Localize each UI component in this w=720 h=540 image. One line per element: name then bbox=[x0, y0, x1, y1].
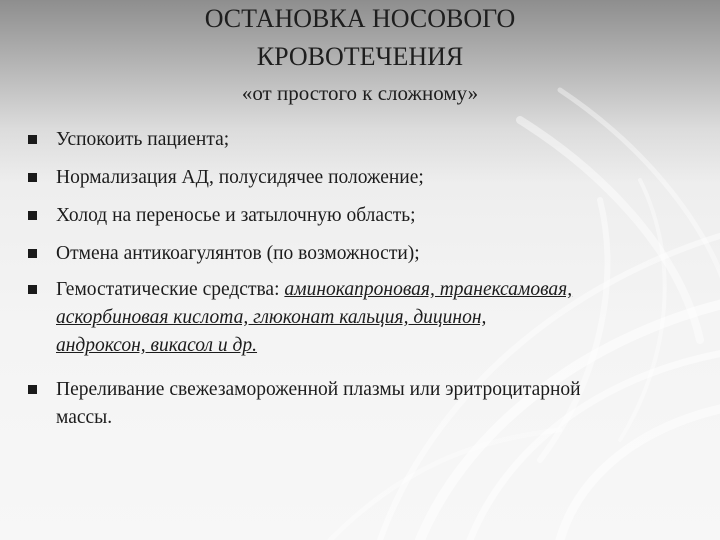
square-bullet-icon bbox=[28, 249, 37, 258]
slide-title-line-2: КРОВОТЕЧЕНИЯ bbox=[256, 42, 464, 71]
bullet-text-line-2: массы. bbox=[56, 407, 113, 428]
square-bullet-icon bbox=[28, 173, 37, 182]
square-bullet-icon bbox=[28, 211, 37, 220]
square-bullet-icon bbox=[28, 135, 37, 144]
hemostatic-agents-line-1: аминокапроновая, транексамовая, bbox=[284, 279, 573, 300]
bullet-text bbox=[56, 376, 696, 432]
bullet-prefix: Гемостатические средства: bbox=[56, 279, 285, 300]
square-bullet-icon bbox=[28, 285, 37, 294]
slide-title-line-1: ОСТАНОВКА НОСОВОГО bbox=[204, 4, 516, 33]
bullet-text: Успокоить пациента; bbox=[56, 129, 230, 150]
slide-subtitle: «от простого к сложному» bbox=[241, 81, 479, 105]
bullet-text: Отмена антикоагулянтов (по возможности); bbox=[56, 243, 420, 264]
bullet-text bbox=[56, 276, 696, 360]
hemostatic-agents-line-2: аскорбиновая кислота, глюконат кальция, дицинон, bbox=[56, 307, 487, 328]
hemostatic-agents-line-3: андроксон, викасол и др. bbox=[56, 335, 258, 356]
bullet-text: Нормализация АД, полусидячее положение; bbox=[56, 167, 424, 188]
bullet-text-line-1: Переливание свежезамороженной плазмы или эритроцитарной bbox=[56, 379, 581, 400]
square-bullet-icon bbox=[28, 385, 37, 394]
bullet-text: Холод на переносье и затылочную область; bbox=[56, 205, 416, 226]
